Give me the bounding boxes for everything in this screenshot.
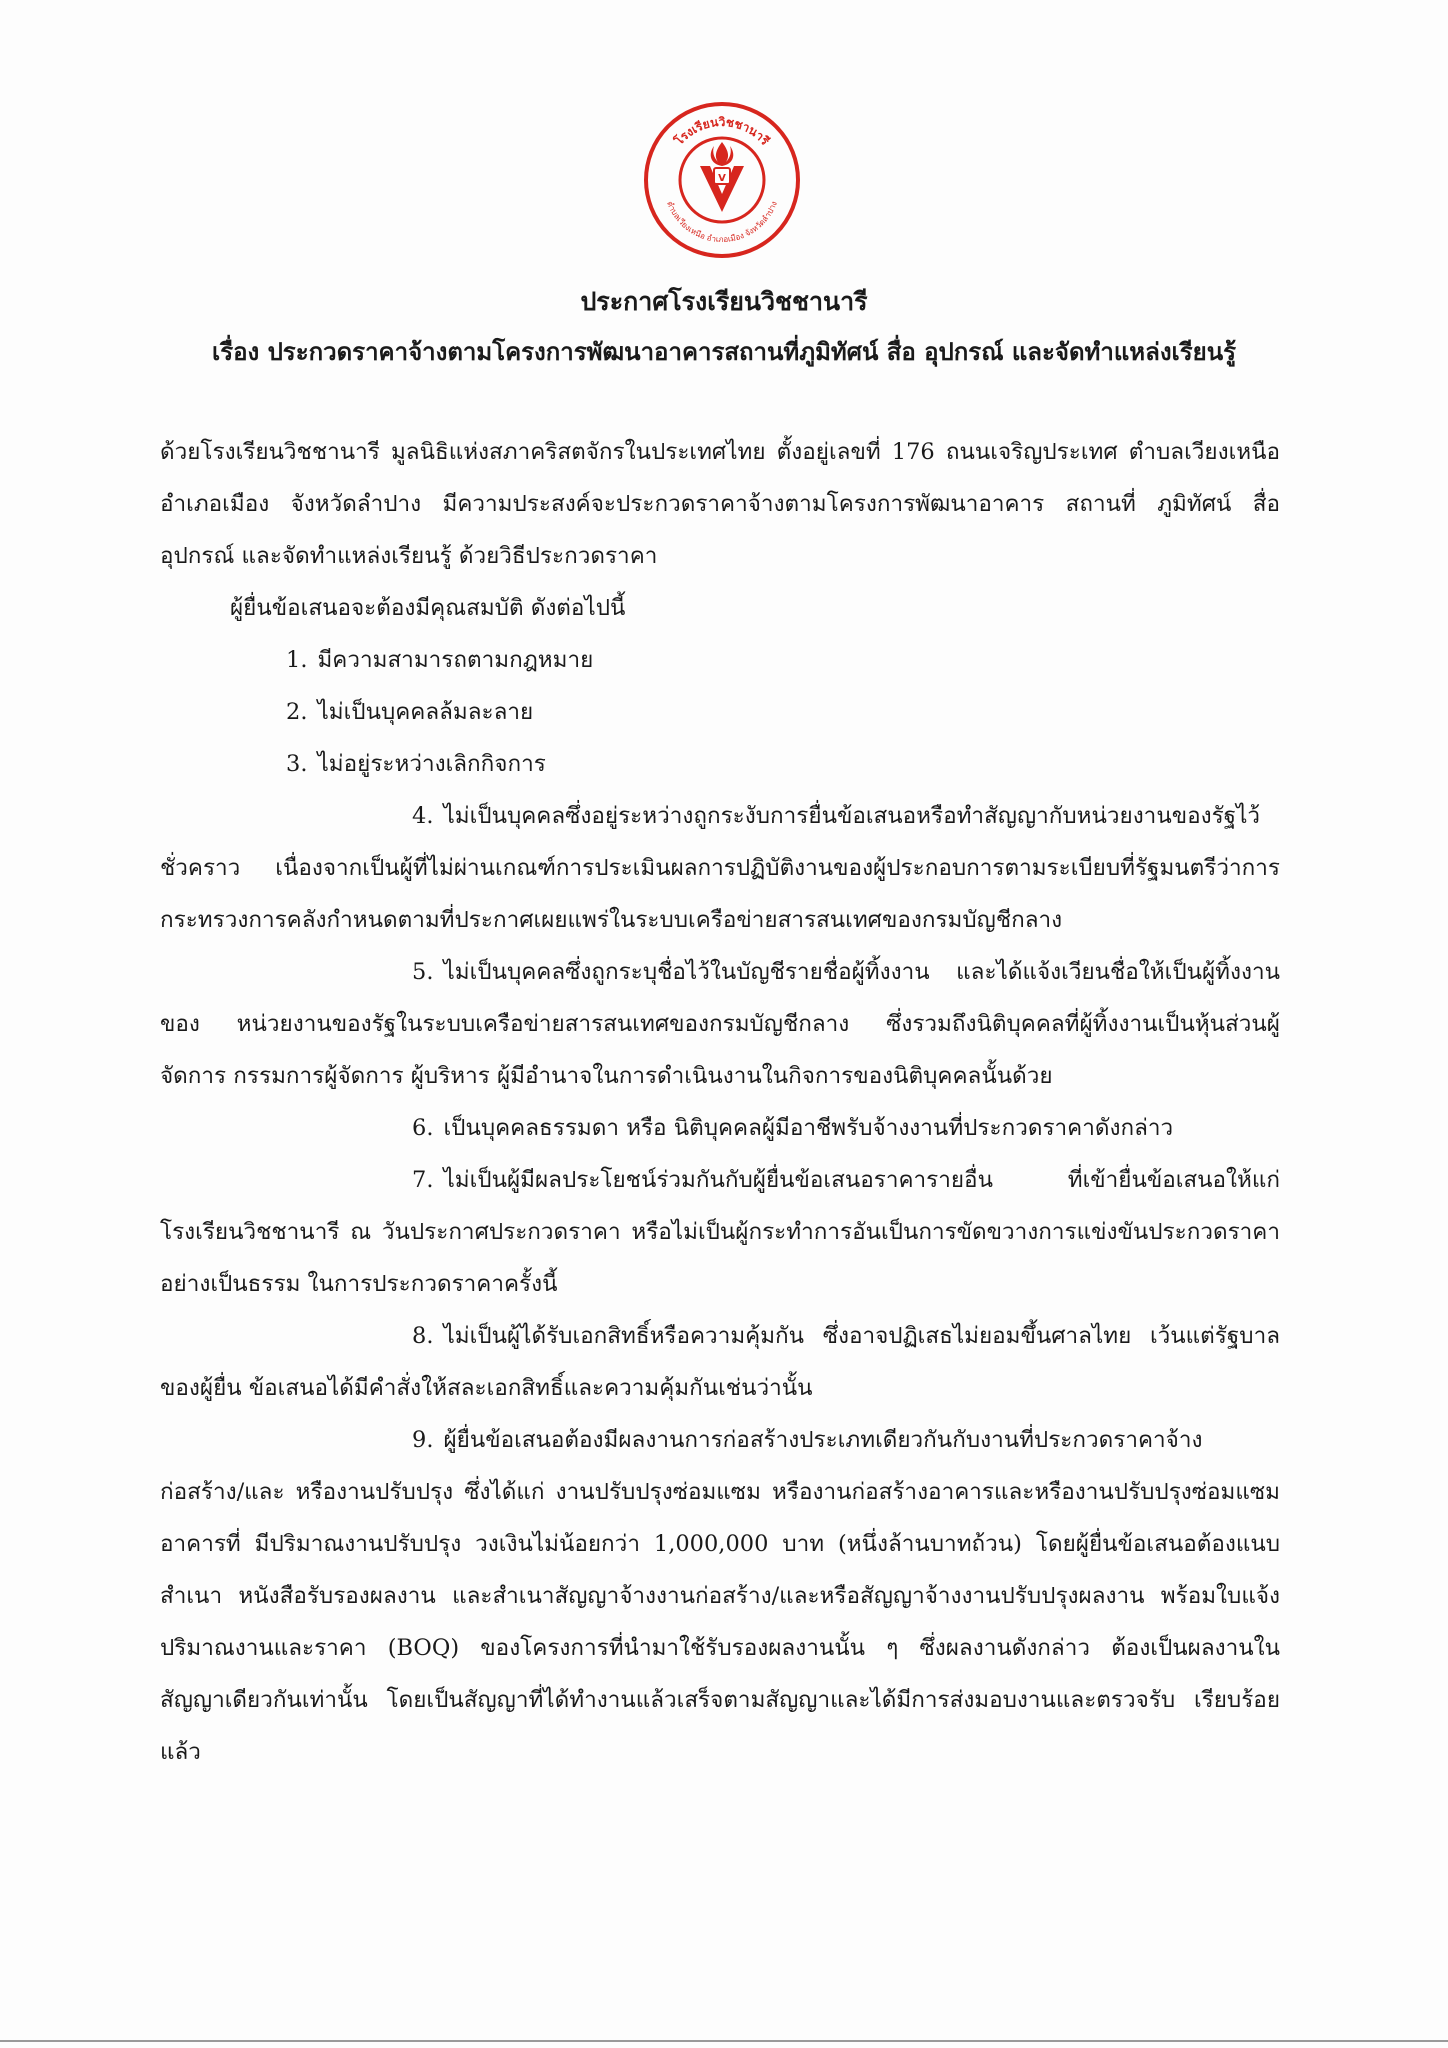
item-number: 3. [286,751,308,777]
list-item [160,634,1280,686]
seal-outer-text: โรงเรียนวิชชานารี [671,114,773,148]
item-number: 5. [412,959,434,985]
qualification-lead: ผู้ยื่นข้อเสนอจะต้องมีคุณสมบัติ ดังต่อไปนี้ [230,595,626,621]
item-text: ไม่เป็นบุคคลซึ่งอยู่ระหว่างถูกระงับการยื่นข้อเสนอหรือทำสัญญากับหน่วยงานของรัฐไว้ชั่วคราว เนื่องจากเป็นผู้ที่ไม่ผ่านเกณฑ์การประเมินผลการปฏิบัติงานของผู้ประกอบการตามระเบียบที่รัฐมนตรีว่าการ กระทรวงการคลังกำหนดตามที่ประกาศเผยแพร่ในระบบเครือข่ายสารสนเทศของกรมบัญชีกลาง [160,803,1280,933]
item-number: 1. [286,647,308,673]
list-item [160,1102,1280,1154]
item-text: มีความสามารถตามกฎหมาย [317,647,594,673]
list-item [160,1154,1280,1310]
school-seal-logo [642,100,802,260]
item-text: ไม่เป็นบุคคลซึ่งถูกระบุชื่อไว้ในบัญชีรายชื่อผู้ทิ้งงาน และได้แจ้งเวียนชื่อให้เป็นผู้ทิ้งงานของ หน่วยงานของรัฐในระบบเครือข่ายสารสนเทศของกรมบัญชีกลาง ซึ่งรวมถึงนิติบุคคลที่ผู้ทิ้งงานเป็นหุ้นส่วนผู้จัดการ กรรมการผู้จัดการ ผู้บริหาร ผู้มีอำนาจในการดำเนินงานในกิจการของนิติบุคคลนั้นด้วย [160,959,1280,1089]
item-number: 9. [412,1427,434,1453]
list-item [160,1414,1280,1778]
intro-paragraph: ด้วยโรงเรียนวิชชานารี มูลนิธิแห่งสภาคริสตจักรในประเทศไทย ตั้งอยู่เลขที่ 176 ถนนเจริญประเทศ ตำบลเวียงเหนือ อำเภอเมือง จังหวัดลำปาง มีความประสงค์จะประกวดราคาจ้างตามโครงการพัฒนาอาคาร สถานที่ ภูมิทัศน์ สื่อ อุปกรณ์ และจัดทำแหล่งเรียนรู้ ด้วยวิธีประกวดราคา [160,439,1280,569]
item-number: 8. [412,1323,434,1349]
list-item [160,738,1280,790]
list-item [160,946,1280,1102]
item-text: ไม่เป็นผู้ได้รับเอกสิทธิ์หรือความคุ้มกัน ซึ่งอาจปฏิเสธไม่ยอมขึ้นศาลไทย เว้นแต่รัฐบาลของผู้ยื่น ข้อเสนอได้มีคำสั่งให้สละเอกสิทธิ์และความคุ้มกันเช่นว่านั้น [160,1323,1280,1401]
item-text: ผู้ยื่นข้อเสนอต้องมีผลงานการก่อสร้างประเภทเดียวกันกับงานที่ประกวดราคาจ้างก่อสร้าง/และ หรืองานปรับปรุง ซึ่งได้แก่ งานปรับปรุงซ่อมแซม หรืองานก่อสร้างอาคารและหรืองานปรับปรุงซ่อมแซมอาคารที่ มีปริมาณงานปรับปรุง วงเงินไม่น้อยกว่า 1,000,000 บาท (หนึ่งล้านบาทถ้วน) โดยผู้ยื่นข้อเสนอต้องแนบสำเนา หนังสือรับรองผลงาน และสำเนาสัญญาจ้างงานก่อสร้าง/และหรือสัญญาจ้างงานปรับปรุงผลงาน พร้อมใบแจ้ง ปริมาณงานและราคา (BOQ) ของโครงการที่นำมาใช้รับรองผลงานนั้น ๆ ซึ่งผลงานดังกล่าว ต้องเป็นผลงานใน สัญญาเดียวกันเท่านั้น โดยเป็นสัญญาที่ได้ทำงานแล้วเสร็จตามสัญญาและได้มีการส่งมอบงานและตรวจรับ เรียบร้อยแล้ว [160,1427,1280,1765]
item-text: ไม่เป็นผู้มีผลประโยชน์ร่วมกันกับผู้ยื่นข้อเสนอราคารายอื่น ที่เข้ายื่นข้อเสนอให้แก่โรงเรียนวิชชานารี ณ วันประกาศประกวดราคา หรือไม่เป็นผู้กระทำการอันเป็นการขัดขวางการแข่งขันประกวดราคาอย่างเป็นธรรม ในการประกวดราคาครั้งนี้ [160,1167,1280,1297]
seal-center-mark: V [718,173,726,184]
list-item [160,1310,1280,1414]
item-number: 7. [412,1167,434,1193]
seal-bottom-text: ตำบลเวียงเหนือ อำเภอเมือง จังหวัดลำปาง [665,199,779,245]
list-item [160,790,1280,946]
item-number: 6. [412,1115,434,1141]
announcement-subject: เรื่อง ประกวดราคาจ้างตามโครงการพัฒนาอาคารสถานที่ภูมิทัศน์ สื่อ อุปกรณ์ และจัดทำแหล่งเรียนรู้ [211,337,1236,366]
list-item [160,686,1280,738]
page-bottom-edge [0,2040,1448,2042]
item-number: 2. [286,699,308,725]
announcement-title: ประกาศโรงเรียนวิชชานารี [580,287,868,316]
item-text: ไม่เป็นบุคคลล้มละลาย [317,699,534,725]
item-text: ไม่อยู่ระหว่างเลิกกิจการ [317,751,546,777]
item-text: เป็นบุคคลธรรมดา หรือ นิติบุคคลผู้มีอาชีพรับจ้างงานที่ประกวดราคาดังกล่าว [443,1115,1174,1141]
announcement-body [160,426,1280,1778]
item-number: 4. [412,803,434,829]
